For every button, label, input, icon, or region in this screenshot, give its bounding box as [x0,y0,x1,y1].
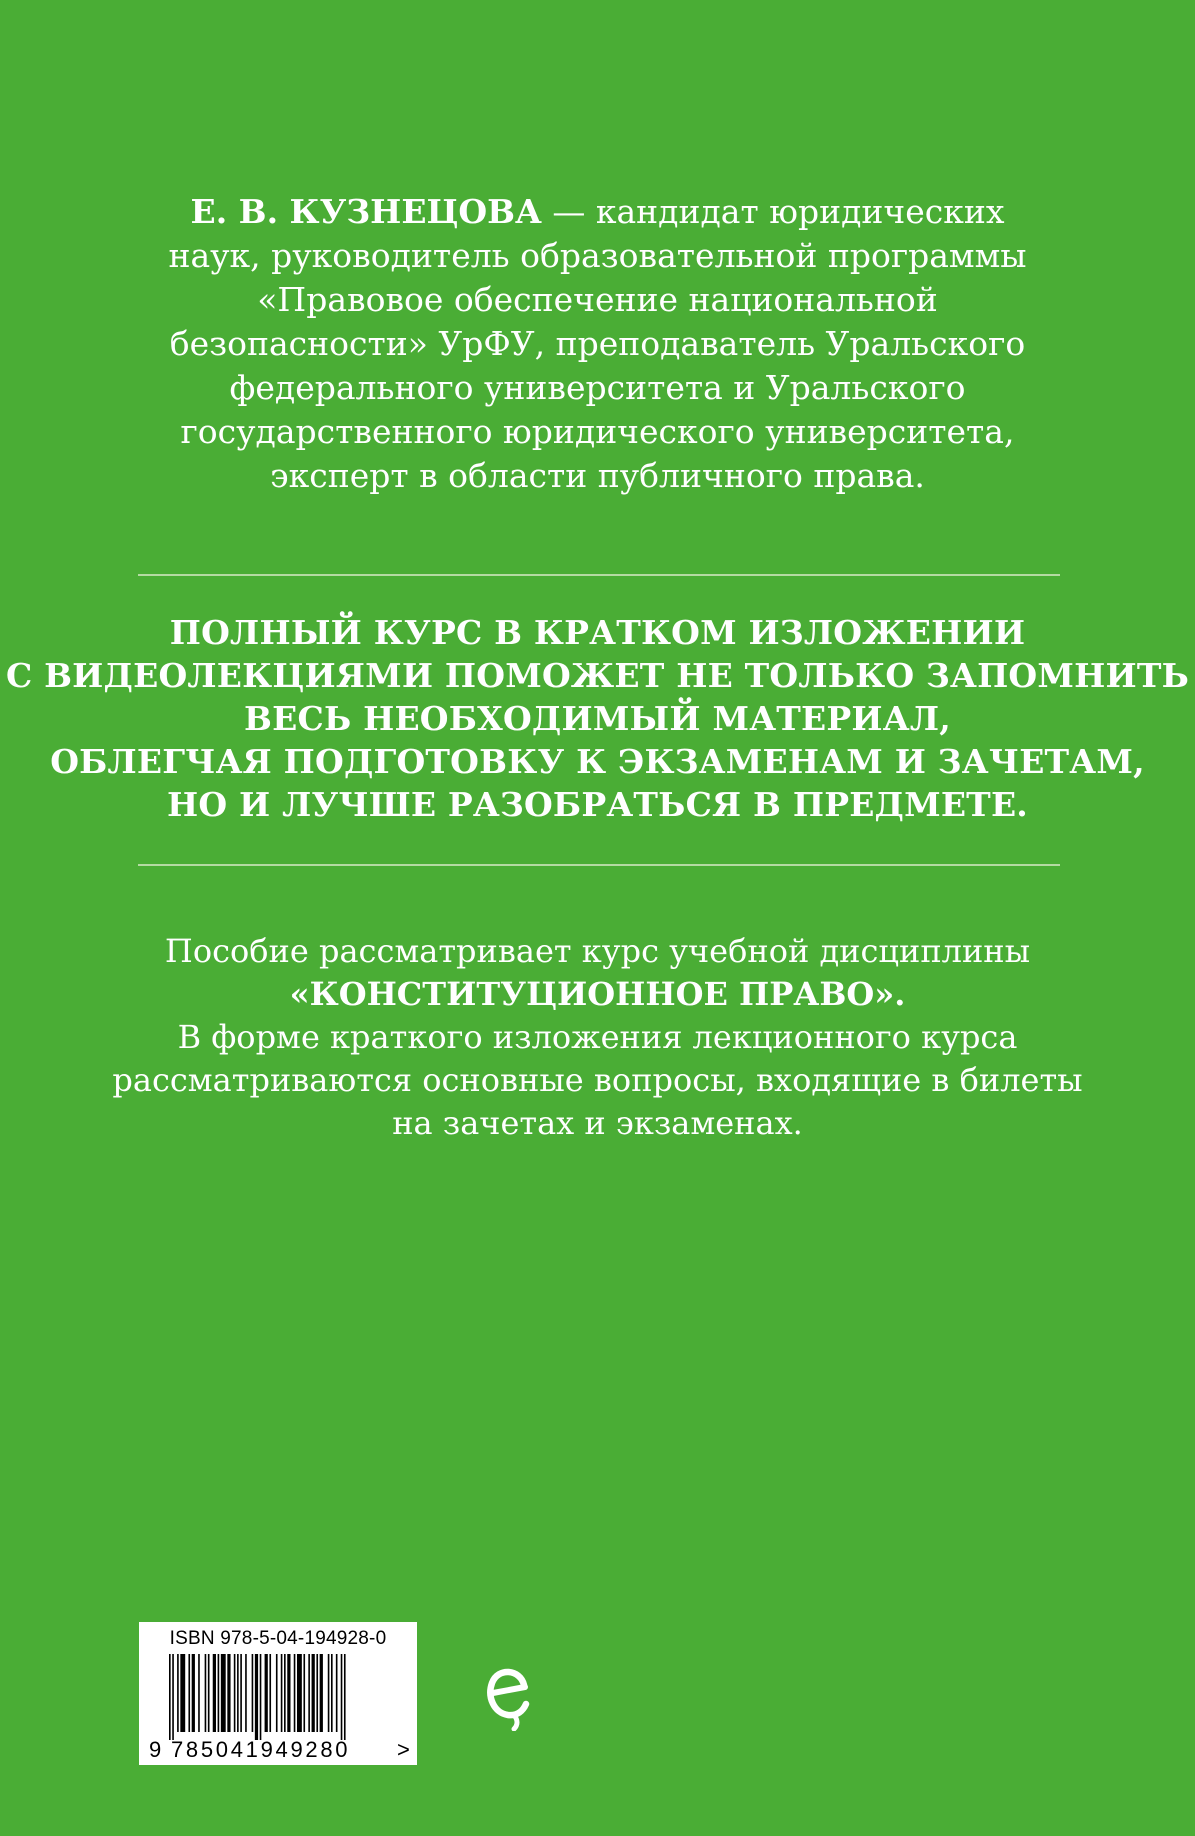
barcode-bar [213,1654,216,1732]
barcode-bar [252,1654,254,1732]
divider-top [138,574,1060,576]
promo-line-2: С ВИДЕОЛЕКЦИЯМИ ПОМОЖЕТ НЕ ТОЛЬКО ЗАПОМНИТЬ [5,656,1190,695]
description-line-5: на зачетах и экзаменах. [392,1104,803,1142]
author-bio-line-2: наук, руководитель образовательной программы [168,236,1027,275]
barcode-bar [294,1654,296,1732]
author-bio-line-4: безопасности» УрФУ, преподаватель Уральского [169,324,1026,363]
author-bio-line-1-rest: — кандидат юридических [541,192,1005,231]
subject-title: «КОНСТИТУЦИОННОЕ ПРАВО». [289,975,906,1013]
promo-text [0,611,1195,826]
author-bio-line-5: федерального университета и Уральского [229,368,966,407]
barcode-bar [227,1654,230,1732]
description-line-1: Пособие рассматривает курс учебной дисциплины [164,932,1031,970]
barcode-bar [188,1654,190,1732]
barcode-bar [245,1654,247,1732]
barcode-bar [269,1654,271,1732]
barcode-bar [221,1654,226,1732]
author-name: Е. В. КУЗНЕЦОВА [190,192,542,231]
barcode-bar [218,1654,220,1732]
barcode-bar [303,1654,305,1732]
author-bio-line-1 [0,190,1195,234]
barcode-bar [260,1654,262,1740]
description-line-3: В форме краткого изложения лекционного курса [177,1018,1018,1056]
divider-bottom [138,864,1060,866]
promo-line-1: ПОЛНЫЙ КУРС В КРАТКОМ ИЗЛОЖЕНИИ [169,613,1026,652]
barcode-bar [237,1654,239,1732]
author-bio-line-6: государственного юридического университета, [180,412,1015,451]
description-line-4: рассматриваются основные вопросы, входящие в билеты [112,1061,1083,1099]
barcode-bar [172,1654,174,1740]
barcode-bar [284,1654,286,1732]
barcode-bar [169,1654,171,1740]
isbn-barcode [139,1622,417,1765]
barcode-bar [234,1654,236,1732]
barcode-bar [328,1654,330,1732]
barcode-bar [240,1654,242,1732]
isbn-label: ISBN 978-5-04-194928-0 [169,1628,387,1649]
barcode-bar [341,1654,343,1740]
author-bio-line-7: эксперт в области публичного права. [270,456,925,495]
barcode-bar [308,1654,310,1732]
barcode-bar [331,1654,333,1732]
publisher-logo-icon [484,1657,530,1731]
ean-digits: 785041949280 [171,1737,351,1762]
barcode-bar [265,1654,268,1732]
barcode-bar [192,1654,195,1732]
barcode-bar [177,1654,179,1732]
ean-first-digit: 9 [149,1737,162,1762]
barcode-bar [281,1654,283,1732]
barcode-bar [287,1654,290,1732]
description [0,930,1195,1145]
barcode-bar [276,1654,278,1732]
barcode-bar [208,1654,210,1732]
barcode-bar [336,1654,338,1732]
promo-line-3: ВЕСЬ НЕОБХОДИМЫЙ МАТЕРИАЛ, [244,699,951,738]
promo-line-4: ОБЛЕГЧАЯ ПОДГОТОВКУ К ЭКЗАМЕНАМ И ЗАЧЕТАМ, [50,742,1145,781]
barcode-bar [344,1654,346,1740]
barcode-bar [255,1654,258,1740]
barcode-bar [180,1654,185,1732]
ean-arrow: > [397,1737,410,1762]
barcode-bar [316,1654,318,1732]
barcode-bar [320,1654,323,1732]
author-bio [0,190,1195,498]
barcode-bar [297,1654,302,1732]
author-bio-line-3: «Правовое обеспечение национальной [257,280,938,319]
barcode-bar [198,1654,200,1732]
barcode-bar [205,1654,207,1732]
promo-line-5: НО И ЛУЧШЕ РАЗОБРАТЬСЯ В ПРЕДМЕТЕ. [167,785,1028,824]
barcode-bar [312,1654,315,1732]
